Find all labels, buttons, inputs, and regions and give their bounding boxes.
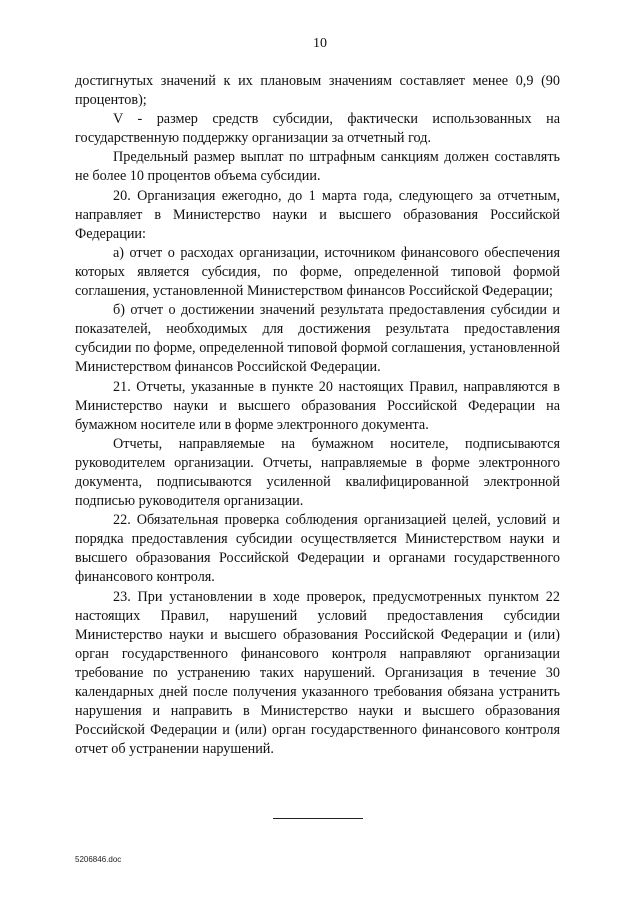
paragraph: 21. Отчеты, указанные в пункте 20 настоящих Правил, направляются в Министерство науки и высшего образования Российской Федерации на бумажном носителе или в форме электронного документа. xyxy=(75,378,560,433)
paragraph: б) отчет о достижении значений результата предоставления субсидии и показателей, необходимых для достижения результата предоставления субсидии по форме, определенной типовой формой соглашения, установленной Министерством финансов Российской Федерации. xyxy=(75,302,560,376)
paragraph: Предельный размер выплат по штрафным санкциям должен составлять не более 10 процентов объема субсидии. xyxy=(75,149,560,185)
footer-document-code: 5206846.doc xyxy=(75,855,122,864)
page-number: 10 xyxy=(313,36,327,51)
end-separator-line xyxy=(273,818,363,819)
paragraph: Отчеты, направляемые на бумажном носителе, подписываются руководителем организации. Отчеты, направляемые в форме электронного документа, подписываются усиленной квалифицированной электронной подписью руководителя организации. xyxy=(75,435,560,510)
paragraph: 23. При установлении в ходе проверок, предусмотренных пунктом 22 настоящих Правил, нарушений условий предоставления субсидии Министерство науки и высшего образования Российской Федерации и (или) орган государственного финансового контроля направляют организации требование по устранению таких нарушений. Организация в течение 30 календарных дней после получения указанного требования обязана устранить нарушения и направить в Министерство науки и высшего образования Российской Федерации и (или) орган государственного финансового контроля отчет об устранении нарушений. xyxy=(75,588,560,758)
paragraph: а) отчет о расходах организации, источником финансового обеспечения которых является субсидия, по форме, определенной типовой формой соглашения, установленной Министерством финансов Российской Федерации; xyxy=(75,244,560,300)
paragraph: 22. Обязательная проверка соблюдения организацией целей, условий и порядка предоставления субсидии осуществляется Министерством науки и высшего образования Российской Федерации и органами государственного финансового контроля. xyxy=(75,512,560,586)
paragraph: достигнутых значений к их плановым значениям составляет менее 0,9 (90 процентов); xyxy=(75,73,560,109)
paragraph: V - размер средств субсидии, фактически использованных на государственную поддержку организации за отчетный год. xyxy=(75,111,560,147)
document-body xyxy=(75,72,560,759)
paragraph: 20. Организация ежегодно, до 1 марта года, следующего за отчетным, направляет в Министерство науки и высшего образования Российской Федерации: xyxy=(75,187,560,242)
